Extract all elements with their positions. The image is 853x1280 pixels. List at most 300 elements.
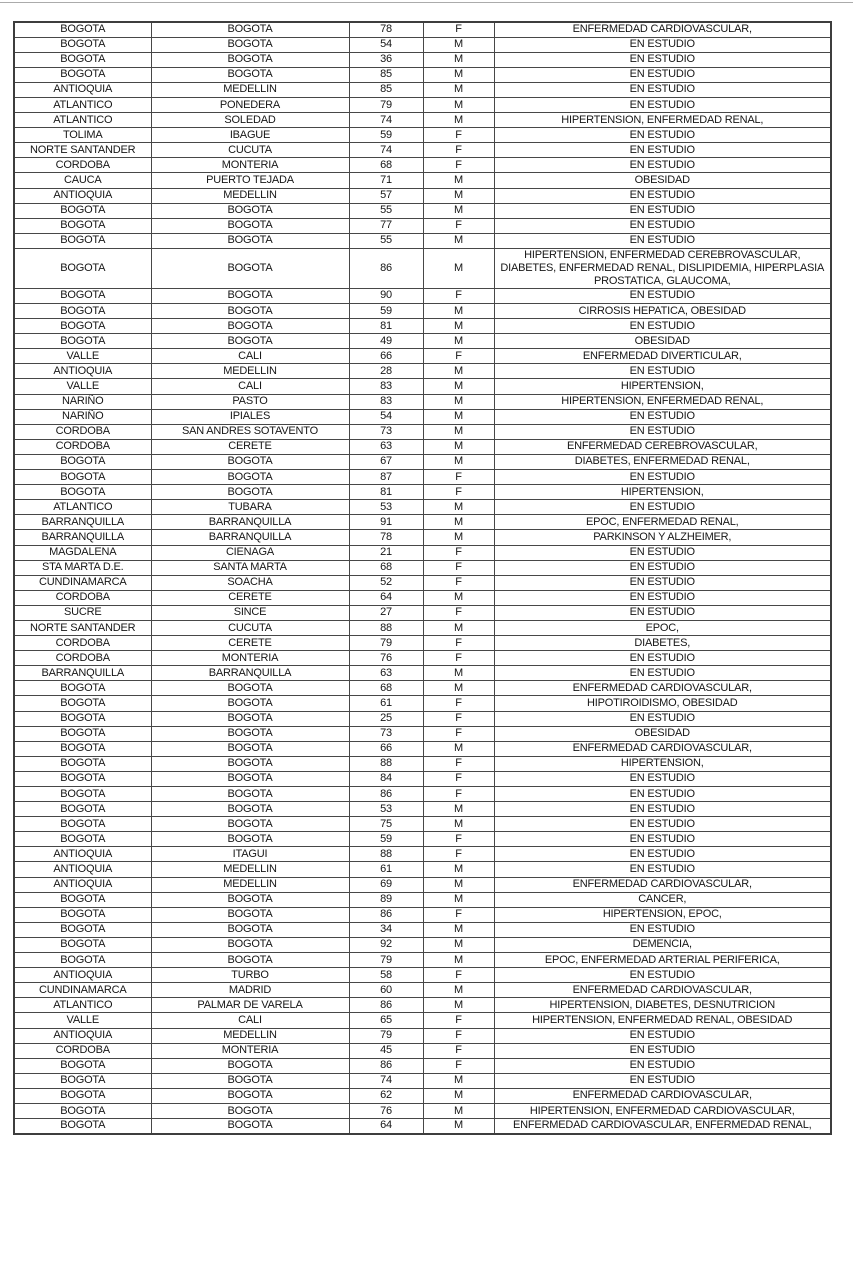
cell-sex: F xyxy=(423,470,494,485)
cell-condition: EN ESTUDIO xyxy=(494,1043,831,1058)
cell-sex: M xyxy=(423,892,494,907)
cell-department: BARRANQUILLA xyxy=(14,666,151,681)
cell-condition: HIPERTENSION, ENFERMEDAD CARDIOVASCULAR, xyxy=(494,1103,831,1118)
cell-condition: HIPERTENSION, ENFERMEDAD CEREBROVASCULAR, DIABETES, ENFERMEDAD RENAL, DISLIPIDEMIA, HIPERPLASIA PROSTATICA, GLAUCOMA, xyxy=(494,248,831,288)
cell-city: MONTERIA xyxy=(151,158,349,173)
cell-condition: EN ESTUDIO xyxy=(494,319,831,334)
cell-sex: F xyxy=(423,787,494,802)
cell-sex: M xyxy=(423,802,494,817)
cell-department: BOGOTA xyxy=(14,787,151,802)
table-row xyxy=(14,304,831,319)
table-row xyxy=(14,575,831,590)
cell-department: BOGOTA xyxy=(14,907,151,922)
cell-age: 87 xyxy=(349,470,423,485)
cell-department: BOGOTA xyxy=(14,233,151,248)
cell-city: BOGOTA xyxy=(151,832,349,847)
cell-sex: M xyxy=(423,500,494,515)
table-row xyxy=(14,741,831,756)
table-row xyxy=(14,218,831,233)
table-row xyxy=(14,953,831,968)
cell-city: MEDELLIN xyxy=(151,82,349,97)
cell-department: ANTIOQUIA xyxy=(14,82,151,97)
table-row xyxy=(14,983,831,998)
table-row xyxy=(14,1028,831,1043)
cell-age: 68 xyxy=(349,681,423,696)
cell-department: BOGOTA xyxy=(14,892,151,907)
cell-city: BOGOTA xyxy=(151,52,349,67)
cell-department: BOGOTA xyxy=(14,953,151,968)
cell-city: BARRANQUILLA xyxy=(151,515,349,530)
cell-condition: EN ESTUDIO xyxy=(494,203,831,218)
cell-city: BOGOTA xyxy=(151,334,349,349)
cell-department: ANTIOQUIA xyxy=(14,1028,151,1043)
cell-age: 78 xyxy=(349,22,423,37)
cell-age: 25 xyxy=(349,711,423,726)
cell-sex: M xyxy=(423,530,494,545)
cell-department: ATLANTICO xyxy=(14,97,151,112)
cell-age: 58 xyxy=(349,968,423,983)
cell-department: BOGOTA xyxy=(14,67,151,82)
cell-city: IPIALES xyxy=(151,409,349,424)
cell-age: 86 xyxy=(349,998,423,1013)
cell-city: TUBARA xyxy=(151,500,349,515)
table-row xyxy=(14,817,831,832)
table-row xyxy=(14,560,831,575)
table-row xyxy=(14,1013,831,1028)
cell-age: 34 xyxy=(349,922,423,937)
cell-department: CORDOBA xyxy=(14,651,151,666)
cell-sex: M xyxy=(423,666,494,681)
cell-department: BOGOTA xyxy=(14,756,151,771)
cell-age: 86 xyxy=(349,787,423,802)
cell-condition: HIPERTENSION, ENFERMEDAD RENAL, xyxy=(494,394,831,409)
cell-sex: M xyxy=(423,862,494,877)
cell-age: 73 xyxy=(349,726,423,741)
cell-condition: EN ESTUDIO xyxy=(494,67,831,82)
cell-age: 89 xyxy=(349,892,423,907)
cell-city: ITAGUI xyxy=(151,847,349,862)
cell-city: MEDELLIN xyxy=(151,188,349,203)
cell-condition: EN ESTUDIO xyxy=(494,470,831,485)
cell-age: 64 xyxy=(349,590,423,605)
cell-city: TURBO xyxy=(151,968,349,983)
cell-condition: EN ESTUDIO xyxy=(494,82,831,97)
cell-condition: HIPOTIROIDISMO, OBESIDAD xyxy=(494,696,831,711)
cell-city: BOGOTA xyxy=(151,1073,349,1088)
cell-age: 61 xyxy=(349,696,423,711)
cell-sex: M xyxy=(423,1119,494,1134)
patients-table-body xyxy=(14,22,831,1134)
cell-condition: EPOC, xyxy=(494,620,831,635)
cell-city: BOGOTA xyxy=(151,787,349,802)
cell-city: SINCE xyxy=(151,605,349,620)
cell-city: BARRANQUILLA xyxy=(151,666,349,681)
cell-age: 60 xyxy=(349,983,423,998)
table-row xyxy=(14,1073,831,1088)
cell-department: BARRANQUILLA xyxy=(14,530,151,545)
cell-age: 66 xyxy=(349,741,423,756)
cell-department: ANTIOQUIA xyxy=(14,877,151,892)
cell-age: 57 xyxy=(349,188,423,203)
cell-sex: F xyxy=(423,968,494,983)
cell-age: 59 xyxy=(349,832,423,847)
cell-city: MEDELLIN xyxy=(151,862,349,877)
cell-department: TOLIMA xyxy=(14,128,151,143)
cell-age: 64 xyxy=(349,1119,423,1134)
cell-department: BOGOTA xyxy=(14,485,151,500)
cell-age: 84 xyxy=(349,771,423,786)
cell-condition: ENFERMEDAD CARDIOVASCULAR, xyxy=(494,983,831,998)
cell-city: BOGOTA xyxy=(151,22,349,37)
cell-sex: M xyxy=(423,1073,494,1088)
cell-age: 74 xyxy=(349,1073,423,1088)
cell-department: BOGOTA xyxy=(14,696,151,711)
cell-sex: F xyxy=(423,560,494,575)
cell-age: 85 xyxy=(349,67,423,82)
table-row xyxy=(14,319,831,334)
cell-sex: M xyxy=(423,334,494,349)
cell-age: 63 xyxy=(349,439,423,454)
table-row xyxy=(14,470,831,485)
cell-sex: M xyxy=(423,113,494,128)
cell-department: BOGOTA xyxy=(14,334,151,349)
cell-city: BOGOTA xyxy=(151,37,349,52)
cell-city: CERETE xyxy=(151,439,349,454)
cell-sex: F xyxy=(423,636,494,651)
cell-age: 76 xyxy=(349,1103,423,1118)
table-row xyxy=(14,620,831,635)
cell-sex: M xyxy=(423,233,494,248)
cell-condition: EN ESTUDIO xyxy=(494,424,831,439)
cell-sex: F xyxy=(423,1013,494,1028)
cell-department: BOGOTA xyxy=(14,319,151,334)
cell-city: CALI xyxy=(151,379,349,394)
cell-age: 52 xyxy=(349,575,423,590)
cell-age: 85 xyxy=(349,82,423,97)
cell-condition: DIABETES, ENFERMEDAD RENAL, xyxy=(494,454,831,469)
cell-department: VALLE xyxy=(14,349,151,364)
cell-age: 21 xyxy=(349,545,423,560)
cell-city: CALI xyxy=(151,349,349,364)
table-row xyxy=(14,22,831,37)
cell-city: MONTERIA xyxy=(151,1043,349,1058)
table-row xyxy=(14,696,831,711)
cell-age: 79 xyxy=(349,1028,423,1043)
cell-city: MEDELLIN xyxy=(151,364,349,379)
cell-department: MAGDALENA xyxy=(14,545,151,560)
cell-sex: M xyxy=(423,97,494,112)
cell-department: ATLANTICO xyxy=(14,998,151,1013)
cell-condition: EN ESTUDIO xyxy=(494,771,831,786)
table-row xyxy=(14,439,831,454)
cell-sex: M xyxy=(423,409,494,424)
table-row xyxy=(14,847,831,862)
cell-city: BOGOTA xyxy=(151,485,349,500)
cell-city: BOGOTA xyxy=(151,304,349,319)
cell-city: SOACHA xyxy=(151,575,349,590)
cell-department: ANTIOQUIA xyxy=(14,968,151,983)
cell-department: BOGOTA xyxy=(14,922,151,937)
cell-sex: M xyxy=(423,67,494,82)
cell-sex: F xyxy=(423,575,494,590)
cell-city: BOGOTA xyxy=(151,726,349,741)
table-row xyxy=(14,666,831,681)
cell-age: 67 xyxy=(349,454,423,469)
cell-condition: EN ESTUDIO xyxy=(494,832,831,847)
table-row xyxy=(14,82,831,97)
table-row xyxy=(14,203,831,218)
cell-sex: M xyxy=(423,82,494,97)
cell-sex: M xyxy=(423,741,494,756)
table-row xyxy=(14,379,831,394)
cell-age: 66 xyxy=(349,349,423,364)
cell-age: 76 xyxy=(349,651,423,666)
cell-sex: F xyxy=(423,651,494,666)
cell-department: BOGOTA xyxy=(14,304,151,319)
cell-age: 90 xyxy=(349,288,423,303)
cell-condition: EN ESTUDIO xyxy=(494,847,831,862)
cell-age: 59 xyxy=(349,128,423,143)
cell-condition: ENFERMEDAD CARDIOVASCULAR, xyxy=(494,22,831,37)
cell-age: 83 xyxy=(349,379,423,394)
cell-department: ANTIOQUIA xyxy=(14,188,151,203)
cell-city: BOGOTA xyxy=(151,470,349,485)
cell-city: BOGOTA xyxy=(151,953,349,968)
cell-city: BOGOTA xyxy=(151,892,349,907)
cell-age: 77 xyxy=(349,218,423,233)
table-row xyxy=(14,67,831,82)
cell-condition: OBESIDAD xyxy=(494,334,831,349)
cell-age: 74 xyxy=(349,143,423,158)
cell-city: CUCUTA xyxy=(151,143,349,158)
cell-department: BOGOTA xyxy=(14,288,151,303)
cell-city: PASTO xyxy=(151,394,349,409)
cell-city: IBAGUE xyxy=(151,128,349,143)
table-row xyxy=(14,233,831,248)
cell-department: BOGOTA xyxy=(14,1073,151,1088)
cell-condition: EN ESTUDIO xyxy=(494,188,831,203)
cell-department: NORTE SANTANDER xyxy=(14,143,151,158)
cell-age: 54 xyxy=(349,409,423,424)
cell-department: BOGOTA xyxy=(14,802,151,817)
cell-city: PUERTO TEJADA xyxy=(151,173,349,188)
cell-department: CUNDINAMARCA xyxy=(14,983,151,998)
cell-city: BOGOTA xyxy=(151,817,349,832)
table-row xyxy=(14,143,831,158)
cell-sex: M xyxy=(423,998,494,1013)
cell-sex: F xyxy=(423,605,494,620)
cell-city: BOGOTA xyxy=(151,1058,349,1073)
cell-city: BOGOTA xyxy=(151,248,349,288)
cell-age: 92 xyxy=(349,937,423,952)
cell-sex: F xyxy=(423,847,494,862)
cell-department: BOGOTA xyxy=(14,454,151,469)
table-row xyxy=(14,907,831,922)
cell-department: CORDOBA xyxy=(14,636,151,651)
table-row xyxy=(14,97,831,112)
cell-city: BOGOTA xyxy=(151,288,349,303)
table-row xyxy=(14,424,831,439)
table-row xyxy=(14,485,831,500)
cell-condition: CANCER, xyxy=(494,892,831,907)
cell-department: BOGOTA xyxy=(14,1088,151,1103)
cell-city: BOGOTA xyxy=(151,319,349,334)
cell-condition: ENFERMEDAD CARDIOVASCULAR, xyxy=(494,1088,831,1103)
cell-condition: EN ESTUDIO xyxy=(494,143,831,158)
cell-city: BOGOTA xyxy=(151,233,349,248)
cell-age: 53 xyxy=(349,500,423,515)
cell-condition: OBESIDAD xyxy=(494,173,831,188)
cell-sex: F xyxy=(423,349,494,364)
cell-department: BOGOTA xyxy=(14,726,151,741)
cell-sex: M xyxy=(423,424,494,439)
cell-condition: EN ESTUDIO xyxy=(494,1028,831,1043)
table-row xyxy=(14,1119,831,1134)
cell-age: 86 xyxy=(349,1058,423,1073)
cell-sex: F xyxy=(423,711,494,726)
cell-sex: F xyxy=(423,1028,494,1043)
cell-department: BARRANQUILLA xyxy=(14,515,151,530)
cell-sex: F xyxy=(423,756,494,771)
table-row xyxy=(14,173,831,188)
cell-department: ANTIOQUIA xyxy=(14,847,151,862)
cell-age: 79 xyxy=(349,636,423,651)
page-top-rule xyxy=(0,2,853,3)
table-row xyxy=(14,364,831,379)
cell-age: 83 xyxy=(349,394,423,409)
cell-sex: M xyxy=(423,1088,494,1103)
table-row xyxy=(14,158,831,173)
table-row xyxy=(14,681,831,696)
cell-department: NARIÑO xyxy=(14,409,151,424)
cell-age: 75 xyxy=(349,817,423,832)
cell-city: BOGOTA xyxy=(151,756,349,771)
table-row xyxy=(14,349,831,364)
cell-department: SUCRE xyxy=(14,605,151,620)
cell-sex: F xyxy=(423,218,494,233)
cell-sex: M xyxy=(423,37,494,52)
cell-department: CORDOBA xyxy=(14,590,151,605)
cell-sex: M xyxy=(423,515,494,530)
cell-condition: EN ESTUDIO xyxy=(494,651,831,666)
cell-age: 86 xyxy=(349,907,423,922)
table-row xyxy=(14,454,831,469)
cell-condition: EN ESTUDIO xyxy=(494,922,831,937)
cell-condition: EN ESTUDIO xyxy=(494,575,831,590)
cell-age: 71 xyxy=(349,173,423,188)
table-row xyxy=(14,787,831,802)
cell-condition: EN ESTUDIO xyxy=(494,128,831,143)
cell-condition: EN ESTUDIO xyxy=(494,605,831,620)
cell-condition: HIPERTENSION, ENFERMEDAD RENAL, xyxy=(494,113,831,128)
cell-age: 73 xyxy=(349,424,423,439)
cell-age: 79 xyxy=(349,953,423,968)
cell-department: CUNDINAMARCA xyxy=(14,575,151,590)
cell-sex: M xyxy=(423,877,494,892)
table-row xyxy=(14,802,831,817)
cell-condition: EN ESTUDIO xyxy=(494,97,831,112)
table-row xyxy=(14,832,831,847)
table-row xyxy=(14,409,831,424)
cell-sex: F xyxy=(423,907,494,922)
cell-age: 68 xyxy=(349,560,423,575)
cell-age: 79 xyxy=(349,97,423,112)
table-row xyxy=(14,334,831,349)
cell-age: 88 xyxy=(349,620,423,635)
cell-department: CORDOBA xyxy=(14,424,151,439)
cell-city: BOGOTA xyxy=(151,802,349,817)
cell-sex: M xyxy=(423,937,494,952)
cell-condition: EN ESTUDIO xyxy=(494,500,831,515)
cell-age: 81 xyxy=(349,319,423,334)
cell-department: BOGOTA xyxy=(14,470,151,485)
cell-department: BOGOTA xyxy=(14,1103,151,1118)
cell-city: SAN ANDRES SOTAVENTO xyxy=(151,424,349,439)
table-row xyxy=(14,711,831,726)
cell-sex: F xyxy=(423,771,494,786)
cell-age: 59 xyxy=(349,304,423,319)
cell-age: 88 xyxy=(349,847,423,862)
cell-age: 74 xyxy=(349,113,423,128)
cell-condition: HIPERTENSION, DIABETES, DESNUTRICION xyxy=(494,998,831,1013)
cell-age: 63 xyxy=(349,666,423,681)
cell-age: 91 xyxy=(349,515,423,530)
cell-city: BOGOTA xyxy=(151,218,349,233)
table-row xyxy=(14,530,831,545)
cell-condition: HIPERTENSION, EPOC, xyxy=(494,907,831,922)
table-row xyxy=(14,1103,831,1118)
cell-department: BOGOTA xyxy=(14,711,151,726)
cell-condition: ENFERMEDAD CARDIOVASCULAR, xyxy=(494,681,831,696)
table-row xyxy=(14,1043,831,1058)
cell-condition: EN ESTUDIO xyxy=(494,817,831,832)
cell-department: BOGOTA xyxy=(14,832,151,847)
cell-department: STA MARTA D.E. xyxy=(14,560,151,575)
cell-sex: F xyxy=(423,128,494,143)
cell-city: SANTA MARTA xyxy=(151,560,349,575)
cell-condition: EN ESTUDIO xyxy=(494,666,831,681)
cell-sex: M xyxy=(423,248,494,288)
cell-city: CALI xyxy=(151,1013,349,1028)
cell-department: NARIÑO xyxy=(14,394,151,409)
cell-sex: F xyxy=(423,22,494,37)
cell-sex: M xyxy=(423,304,494,319)
cell-department: BOGOTA xyxy=(14,218,151,233)
cell-condition: EN ESTUDIO xyxy=(494,288,831,303)
cell-city: MEDELLIN xyxy=(151,877,349,892)
cell-condition: EN ESTUDIO xyxy=(494,590,831,605)
cell-condition: HIPERTENSION, ENFERMEDAD RENAL, OBESIDAD xyxy=(494,1013,831,1028)
patients-table xyxy=(13,21,832,1135)
cell-age: 88 xyxy=(349,756,423,771)
cell-age: 81 xyxy=(349,485,423,500)
cell-condition: ENFERMEDAD CARDIOVASCULAR, xyxy=(494,877,831,892)
cell-department: BOGOTA xyxy=(14,771,151,786)
table-row xyxy=(14,651,831,666)
cell-sex: M xyxy=(423,590,494,605)
table-row xyxy=(14,248,831,288)
cell-age: 45 xyxy=(349,1043,423,1058)
cell-sex: M xyxy=(423,922,494,937)
cell-condition: EN ESTUDIO xyxy=(494,218,831,233)
cell-city: BOGOTA xyxy=(151,907,349,922)
cell-city: BOGOTA xyxy=(151,67,349,82)
cell-department: ATLANTICO xyxy=(14,113,151,128)
cell-city: BOGOTA xyxy=(151,922,349,937)
cell-sex: M xyxy=(423,379,494,394)
cell-condition: ENFERMEDAD CARDIOVASCULAR, ENFERMEDAD RENAL, xyxy=(494,1119,831,1134)
cell-sex: M xyxy=(423,203,494,218)
